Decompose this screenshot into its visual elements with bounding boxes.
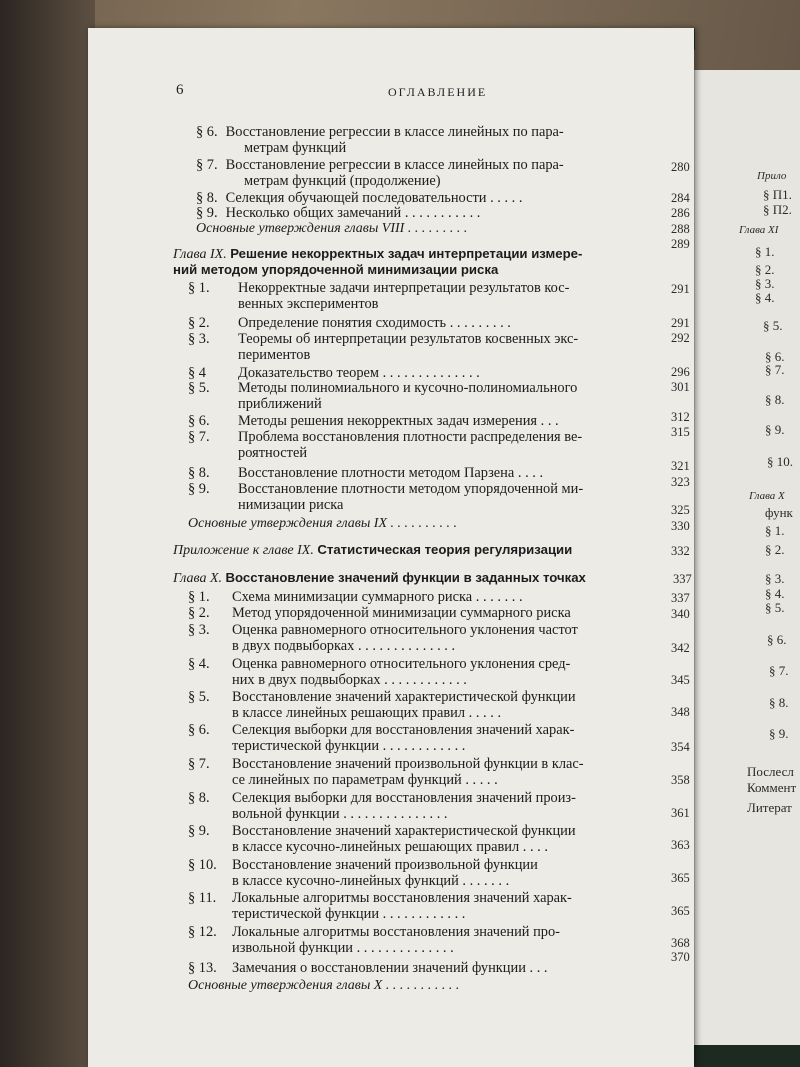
toc-entry [188,331,578,347]
page-ref: 312 [671,410,690,424]
toc-entry [188,589,523,605]
entry-continuation: нимизации риска [238,497,344,513]
page-ref: 288 [671,222,690,236]
right-page-fragment: Глава XI [739,224,779,236]
page-number: 6 [176,82,184,98]
chapter-heading [173,570,586,587]
right-page-fragment: § 2. [755,262,775,277]
toc-entry [188,756,584,772]
page-ref: 361 [671,806,690,820]
section-number: § 9. [188,823,210,839]
page-ref: 365 [671,904,690,918]
section-number: § 6. [188,722,210,738]
page-ref: 365 [671,871,690,885]
toc-entry [188,605,571,621]
toc-entry [188,960,547,976]
page-ref: 337 [673,572,692,586]
entry-continuation: в классе кусочно-линейных функций . . . . . . . [232,873,510,889]
right-page-fragment: § П2. [763,202,792,217]
appendix-label: Приложение к главе IX. [173,543,314,558]
right-page-fragment: Прило [757,170,787,182]
entry-continuation: роятностей [238,445,308,461]
toc-entry [188,823,576,839]
toc-entry [188,722,574,738]
entry-title: Доказательство теорем . . . . . . . . . . . . . . [238,365,480,381]
right-page-fragment: § 5. [765,600,785,615]
entry-title: Проблема восстановления плотности распределения ве- [238,429,583,445]
entry-continuation: в классе кусочно-линейных решающих правил . . . . [232,839,548,855]
entry-title: Восстановление значений произвольной функции в клас- [232,756,584,772]
right-page-fragment: § 4. [755,290,775,305]
section-number: § 13. [188,960,217,976]
section-number: § 9. [196,205,218,221]
section-number: § 3. [188,622,210,638]
page-ref: 284 [671,191,690,205]
section-number: § 2. [188,315,210,331]
entry-title: Схема минимизации суммарного риска . . . . . . . [232,589,523,605]
section-number: § 3. [188,331,210,347]
entry-continuation: венных экспериментов [238,296,379,312]
page-ref: 315 [671,425,690,439]
toc-entry [188,790,576,806]
section-number: § 1. [188,280,210,296]
entry-continuation: них в двух подвыборках . . . . . . . . . . . . [232,672,467,688]
chapter-heading-continuation [173,262,498,279]
page-ref: 291 [671,282,690,296]
page-title: ОГЛАВЛЕНИЕ [388,85,488,99]
toc-entry [188,689,576,705]
page-ref: 368 [671,936,690,950]
appendix-heading [173,542,572,559]
page-ref: 321 [671,459,690,473]
right-page-fragment: § 3. [765,571,785,586]
page-ref: 345 [671,673,690,687]
page-ref: 363 [671,838,690,852]
right-page-fragment: § 1. [765,523,785,538]
section-number: § 11. [188,890,217,906]
entry-continuation: теристической функции . . . . . . . . . . . . [232,906,466,922]
toc-entry [196,157,564,173]
section-number: § 7. [188,429,210,445]
entry-title: Селекция обучающей последовательности . . . . . [225,190,523,206]
page-ref: 280 [671,160,690,174]
chapter-summary: Основные утверждения главы VIII . . . . . . . . . [196,221,468,236]
page-ref: 332 [671,544,690,558]
section-number: § 4. [188,656,210,672]
toc-entry [188,413,559,429]
toc-entry [188,656,570,672]
page-ref: 354 [671,740,690,754]
toc-entry [188,481,583,497]
page-ref: 289 [671,237,690,251]
entry-title: Восстановление плотности методом упорядоченной ми- [238,481,584,497]
toc-entry [196,124,564,140]
toc-entry [188,890,572,906]
section-number: § 6. [196,124,218,140]
page-ref: 370 [671,950,690,964]
toc-entry [188,465,543,481]
entry-continuation: в двух подвыборках . . . . . . . . . . . . . . [232,638,456,654]
toc-entry [188,924,560,940]
chapter-summary: Основные утверждения главы X . . . . . . . . . . . [188,978,460,993]
chapter-title: Решение некорректных задач интерпретации измере- [230,246,583,261]
chapter-label: Глава X. [173,571,223,586]
page-ref: 292 [671,331,690,345]
page-ref: 291 [671,316,690,330]
section-number: § 10. [188,857,217,873]
page-ref: 296 [671,365,690,379]
page-ref: 286 [671,206,690,220]
right-page-fragment: § 6. [767,632,787,647]
entry-title: Определение понятия сходимость . . . . . . . . . [238,315,511,331]
entry-title: Несколько общих замечаний . . . . . . . . . . . [225,205,481,221]
entry-title: Теоремы об интерпретации результатов косвенных экс- [238,331,579,347]
page-ref: 301 [671,380,690,394]
entry-continuation: приближений [238,396,322,412]
entry-continuation: вольной функции . . . . . . . . . . . . . . . [232,806,448,822]
chapter-heading [173,246,582,263]
toc-entry [188,380,577,396]
appendix-title: Статистическая теория регуляризации [317,542,573,557]
right-page-fragment: § 8. [765,392,785,407]
page-ref: 358 [671,773,690,787]
toc-entry [196,205,480,221]
section-number: § 7. [188,756,210,772]
section-number: § 8. [188,465,210,481]
right-page-fragment: § П1. [763,187,792,202]
right-page-fragment: Коммент [747,780,797,795]
entry-title: Восстановление регрессии в классе линейных по пара- [225,157,564,173]
toc-entry [188,315,511,331]
toc-entry [188,429,582,445]
entry-continuation: теристической функции . . . . . . . . . . . . [232,738,466,754]
entry-title: Метод упорядоченной минимизации суммарного риска [232,605,571,621]
entry-continuation: метрам функций (продолжение) [244,173,441,189]
page-ref: 337 [671,591,690,605]
section-number: § 5. [188,380,210,396]
right-page-fragment: § 5. [763,318,783,333]
section-number: § 12. [188,924,217,940]
entry-title: Локальные алгоритмы восстановления значений харак- [232,890,572,906]
right-page-fragment: § 9. [765,422,785,437]
right-page-fragment: Послесл [747,764,794,779]
chapter-title: Восстановление значений функции в заданных точках [225,570,586,585]
section-number: § 9. [188,481,210,497]
page-ref: 342 [671,641,690,655]
chapter-label: Глава IX. [173,247,227,262]
entry-continuation: периментов [238,347,311,363]
entry-title: Восстановление регрессии в классе линейных по пара- [225,124,564,140]
entry-title: Оценка равномерного относительного уклонения частот [232,622,578,638]
section-number: § 7. [196,157,218,173]
chapter-summary: Основные утверждения главы IX . . . . . . . . . . [188,516,458,531]
right-page-fragment: § 7. [765,362,785,377]
entry-title: Замечания о восстановлении значений функции . . . [232,960,548,976]
toc-entry [188,280,569,296]
entry-continuation: метрам функций [244,140,347,156]
entry-title: Оценка равномерного относительного уклонения сред- [232,656,571,672]
right-page-fragment: § 6. [765,349,785,364]
right-page-fragment: § 8. [769,695,789,710]
toc-entry [188,857,538,873]
section-number: § 2. [188,605,210,621]
section-number: § 1. [188,589,210,605]
right-page-fragment: § 3. [755,276,775,291]
page-ref: 330 [671,519,690,533]
right-page-fragment: § 10. [767,454,793,469]
toc-entry [188,365,480,381]
right-page-fragment: Глава X [749,490,785,502]
right-page-fragment: функ [765,505,793,520]
section-number: § 8. [188,790,210,806]
entry-title: Некорректные задачи интерпретации результатов кос- [238,280,570,296]
page-ref: 325 [671,503,690,517]
right-page-fragment: § 7. [769,663,789,678]
entry-title: Восстановление значений характеристической функции [232,823,576,839]
entry-continuation: се линейных по параметрам функций . . . . . [232,772,498,788]
page-ref: 340 [671,607,690,621]
entry-title: Селекция выборки для восстановления значений харак- [232,722,575,738]
right-page-fragment: § 2. [765,542,785,557]
entry-continuation: в классе линейных решающих правил . . . . . [232,705,502,721]
entry-continuation: извольной функции . . . . . . . . . . . . . . [232,940,454,956]
page-ref: 348 [671,705,690,719]
right-page-fragment: Литерат [747,800,792,815]
section-number: § 5. [188,689,210,705]
entry-title: Локальные алгоритмы восстановления значений про- [232,924,560,940]
right-page-fragment: § 4. [765,586,785,601]
toc-entry [196,190,522,206]
page-ref: 323 [671,475,690,489]
section-number: § 4 [188,365,206,381]
entry-title: Восстановление значений характеристической функции [232,689,576,705]
entry-title: Восстановление значений произвольной функции [232,857,538,873]
entry-title: Селекция выборки для восстановления значений произ- [232,790,576,806]
right-page-fragment: § 9. [769,726,789,741]
section-number: § 8. [196,190,218,206]
right-page-fragment: § 1. [755,244,775,259]
entry-title: Методы полиномиального и кусочно-полиномиального [238,380,578,396]
toc-entry [188,622,578,638]
section-number: § 6. [188,413,210,429]
chapter-title-continuation: ний методом упорядоченной минимизации риска [173,262,499,277]
entry-title: Восстановление плотности методом Парзена . . . . [238,465,544,481]
entry-title: Методы решения некорректных задач измерения . . . [238,413,559,429]
